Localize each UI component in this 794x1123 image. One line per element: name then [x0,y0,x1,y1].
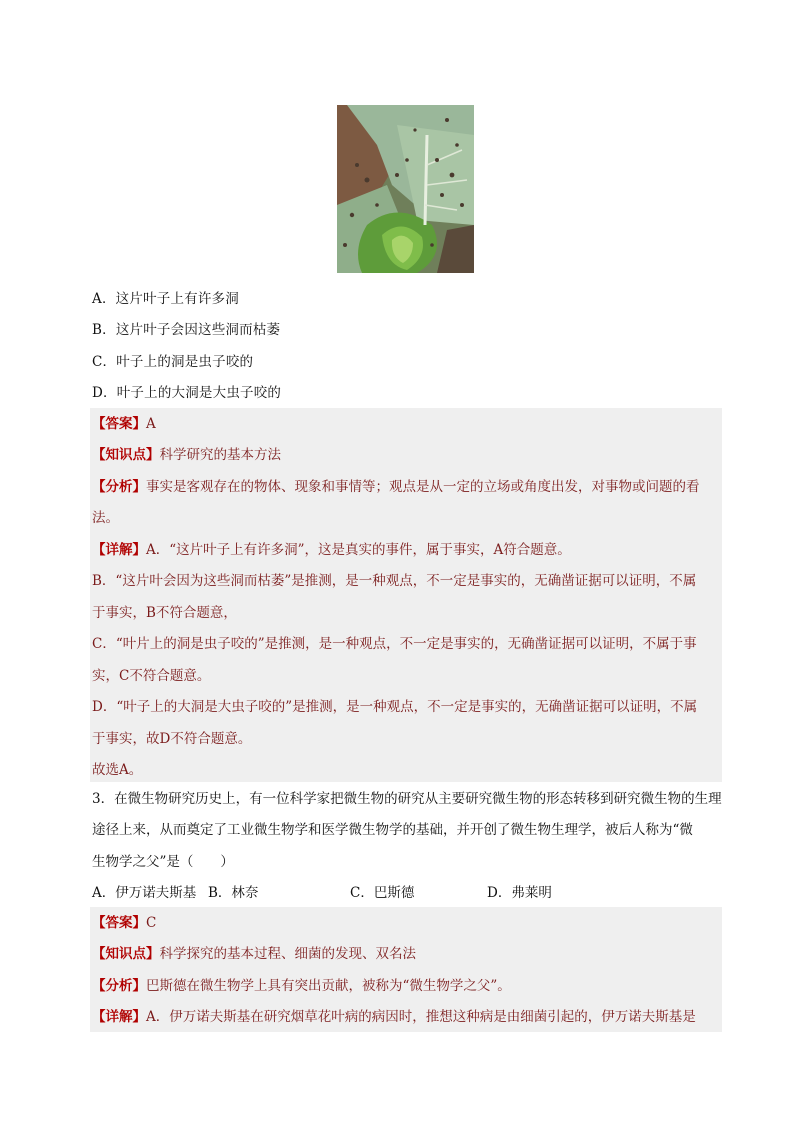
answer-value: C [146,915,157,931]
q2-analysis-row-2: 法。 [92,510,119,526]
q2-conclusion: 故选A。 [92,762,143,778]
analysis-tag: 【分析】 [92,479,146,495]
q3-stem-line-3: 生物学之父”是（ ） [92,854,234,870]
q2-detail-row-3: 于事实，B不符合题意， [92,605,237,621]
q2-analysis-row-1 [92,478,720,496]
answer-tag: 【答案】 [92,915,146,931]
q2-option-a: A．这片叶子上有许多洞 [92,291,239,307]
detail-tag: 【详解】 [92,542,146,558]
q3-answer-block [90,907,722,1032]
q3-analysis-row [92,977,720,995]
knowledge-tag: 【知识点】 [92,946,160,962]
q3-knowledge-row [92,945,720,963]
q3-stem-line-2: 途径上来，从而奠定了工业微生物学和医学微生物学的基础，并开创了微生物生理学，被后人称为“微 [92,822,693,838]
detail-text-1: A．伊万诺夫斯基在研究烟草花叶病的病因时，推想这种病是由细菌引起的，伊万诺夫斯基是 [146,1009,696,1025]
answer-value: A [146,416,156,432]
q2-detail-row-2: B．“这片叶会因为这些洞而枯萎”是推测，是一种观点，不一定是事实的，无确凿证据可以证明，不属 [92,573,697,589]
q2-option-d: D．叶子上的大洞是大虫子咬的 [92,385,282,401]
q2-answer-block [90,408,722,782]
q2-detail-row-5: 实，C不符合题意。 [92,668,211,684]
q3-answer-row [92,914,720,932]
q2-detail-row-4: C．“叶片上的洞是虫子咬的”是推测，是一种观点，不一定是事实的，无确凿证据可以证明，不属于事 [92,636,697,652]
analysis-text: 巴斯德在微生物学上具有突出贡献，被称为“微生物学之父”。 [146,978,511,994]
leaf-with-holes-image [337,105,474,273]
q3-options [0,884,794,902]
knowledge-text: 科学研究的基本方法 [159,447,281,463]
detail-tag: 【详解】 [92,1009,146,1025]
q2-option-b: B．这片叶子会因这些洞而枯萎 [92,322,281,338]
q3-detail-row-1 [92,1008,720,1026]
q2-option-c: C．叶子上的洞是虫子咬的 [92,354,254,370]
q3-option-b: B．林奈 [208,885,259,901]
analysis-tag: 【分析】 [92,978,146,994]
q2-knowledge-row [92,446,720,464]
analysis-text-1: 事实是客观存在的物体、现象和事情等；观点是从一定的立场或角度出发，对事物或问题的看 [146,479,700,495]
q2-detail-row-1 [92,541,720,559]
leaf-photo [337,105,474,273]
knowledge-text: 科学探究的基本过程、细菌的发现、双名法 [159,946,416,962]
q3-option-c: C．巴斯德 [350,885,415,901]
q3-option-a: A．伊万诺夫斯基 [92,885,197,901]
q3-stem-line-1: 3．在微生物研究历史上，有一位科学家把微生物的研究从主要研究微生物的形态转移到研究微生物的生理 [92,791,722,807]
detail-text-1: A．“这片叶子上有许多洞”，这是真实的事件，属于事实，A符合题意。 [146,542,571,558]
answer-tag: 【答案】 [92,416,146,432]
q2-detail-row-6: D．“叶子上的大洞是大虫子咬的”是推测，是一种观点，不一定是事实的，无确凿证据可以证明，不属 [92,699,698,715]
q2-detail-row-7: 于事实，故D不符合题意。 [92,731,252,747]
q3-option-d: D．弗莱明 [487,885,552,901]
knowledge-tag: 【知识点】 [92,447,160,463]
q2-answer-row [92,415,720,433]
